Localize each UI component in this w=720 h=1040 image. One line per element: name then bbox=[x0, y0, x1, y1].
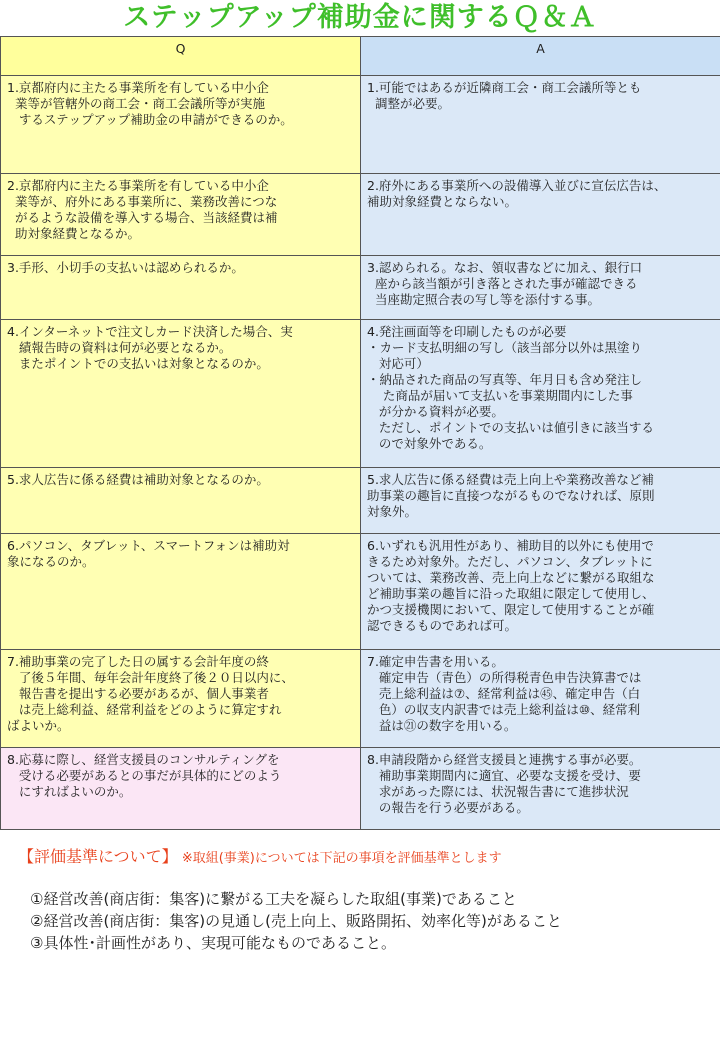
table-row bbox=[1, 174, 720, 256]
answer-cell: 7.確定申告書を用いる。 確定申告（青色）の所得税青色申告決算書では 売上総利益は⑦、経常利益は㊺、確定申告（白 色）の収支内訳書では売上総利益は⑩、経常利 益は㉑の数字を用いる。 bbox=[361, 650, 720, 748]
table-row bbox=[1, 468, 720, 534]
table-header-row bbox=[1, 37, 720, 76]
table-row bbox=[1, 256, 720, 320]
answer-cell: 3.認められる。なお、領収書などに加え、銀行口 座から該当額が引き落とされた事が確認できる 当座勘定照合表の写し等を添付する事。 bbox=[361, 256, 720, 320]
question-cell: 7.補助事業の完了した日の属する会計年度の終 了後５年間、毎年会計年度終了後２０日以内に、 報告書を提出する必要があるが、個人事業者 は売上総利益、経常利益をどのように算定すれ ばよいか。 bbox=[1, 650, 361, 748]
question-cell: 8.応募に際し、経営支援員のコンサルティングを 受ける必要があるとの事だが具体的にどのよう にすればよいのか。 bbox=[1, 748, 361, 830]
page-title: ステップアップ補助金に関するＱ＆Ａ bbox=[123, 2, 597, 33]
question-cell: 4.インターネットで注文しカード決済した場合、実 績報告時の資料は何が必要となるか。 またポイントでの支払いは対象となるのか。 bbox=[1, 320, 361, 468]
table-row bbox=[1, 76, 720, 174]
table-row bbox=[1, 534, 720, 650]
answer-cell: 8.申請段階から経営支援員と連携する事が必要。 補助事業期間内に適宜、必要な支援を受け、要 求があった際には、状況報告書にて進捗状況 の報告を行う必要がある。 bbox=[361, 748, 720, 830]
evaluation-note bbox=[18, 844, 502, 867]
question-cell: 5.求人広告に係る経費は補助対象となるのか。 bbox=[1, 468, 361, 534]
criteria-item: ②経営改善(商店街：集客)の見通し(売上向上、販路開拓、効率化等)があること bbox=[30, 912, 562, 930]
table-row bbox=[1, 650, 720, 748]
question-cell: 1.京都府内に主たる事業所を有している中小企 業等が管轄外の商工会・商工会議所等が実施 するステップアップ補助金の申請ができるのか。 bbox=[1, 76, 361, 174]
q-header: Q bbox=[1, 37, 361, 76]
criteria-item: ③具体性･計画性があり、実現可能なものであること。 bbox=[30, 934, 396, 952]
answer-cell: 4.発注画面等を印刷したものが必要 ・カード支払明細の写し（該当部分以外は黒塗り 対応可） ・納品された商品の写真等、年月日も含め発注し た商品が届いて支払いを事業期間内にした事 が分かる資料が必要。 ただし、ポイントでの支払いは値引きに該当する ので対象外である。 bbox=[361, 320, 720, 468]
criteria-item: ①経営改善(商店街：集客)に繋がる工夫を凝らした取組(事業)であること bbox=[30, 890, 517, 908]
answer-cell: 1.可能ではあるが近隣商工会・商工会議所等とも 調整が必要。 bbox=[361, 76, 720, 174]
answer-cell: 6.いずれも汎用性があり、補助目的以外にも使用で きるため対象外。ただし、パソコン、タブレットに ついては、業務改善、売上向上などに繋がる取組な ど補助事業の趣旨に沿った取組に限定して使用し、 かつ支援機関において、限定して使用することが確 認できるものであれば可。 bbox=[361, 534, 720, 650]
a-header: A bbox=[361, 37, 720, 76]
table-row bbox=[1, 320, 720, 468]
table-row bbox=[1, 748, 720, 830]
question-cell: 2.京都府内に主たる事業所を有している中小企 業等が、府外にある事業所に、業務改善につな がるような設備を導入する場合、当該経費は補 助対象経費となるか。 bbox=[1, 174, 361, 256]
question-cell: 3.手形、小切手の支払いは認められるか。 bbox=[1, 256, 361, 320]
question-cell: 6.パソコン、タブレット、スマートフォンは補助対 象になるのか。 bbox=[1, 534, 361, 650]
criteria-list bbox=[30, 888, 562, 954]
evaluation-subtext: ※取組(事業)については下記の事項を評価基準とします bbox=[181, 851, 502, 866]
answer-cell: 2.府外にある事業所への設備導入並びに宣伝広告は、 補助対象経費とならない。 bbox=[361, 174, 720, 256]
evaluation-heading: 【評価基準について】 bbox=[18, 847, 178, 866]
qa-table bbox=[0, 36, 720, 830]
answer-cell: 5.求人広告に係る経費は売上向上や業務改善など補 助事業の趣旨に直接つながるものでなければ、原則 対象外。 bbox=[361, 468, 720, 534]
